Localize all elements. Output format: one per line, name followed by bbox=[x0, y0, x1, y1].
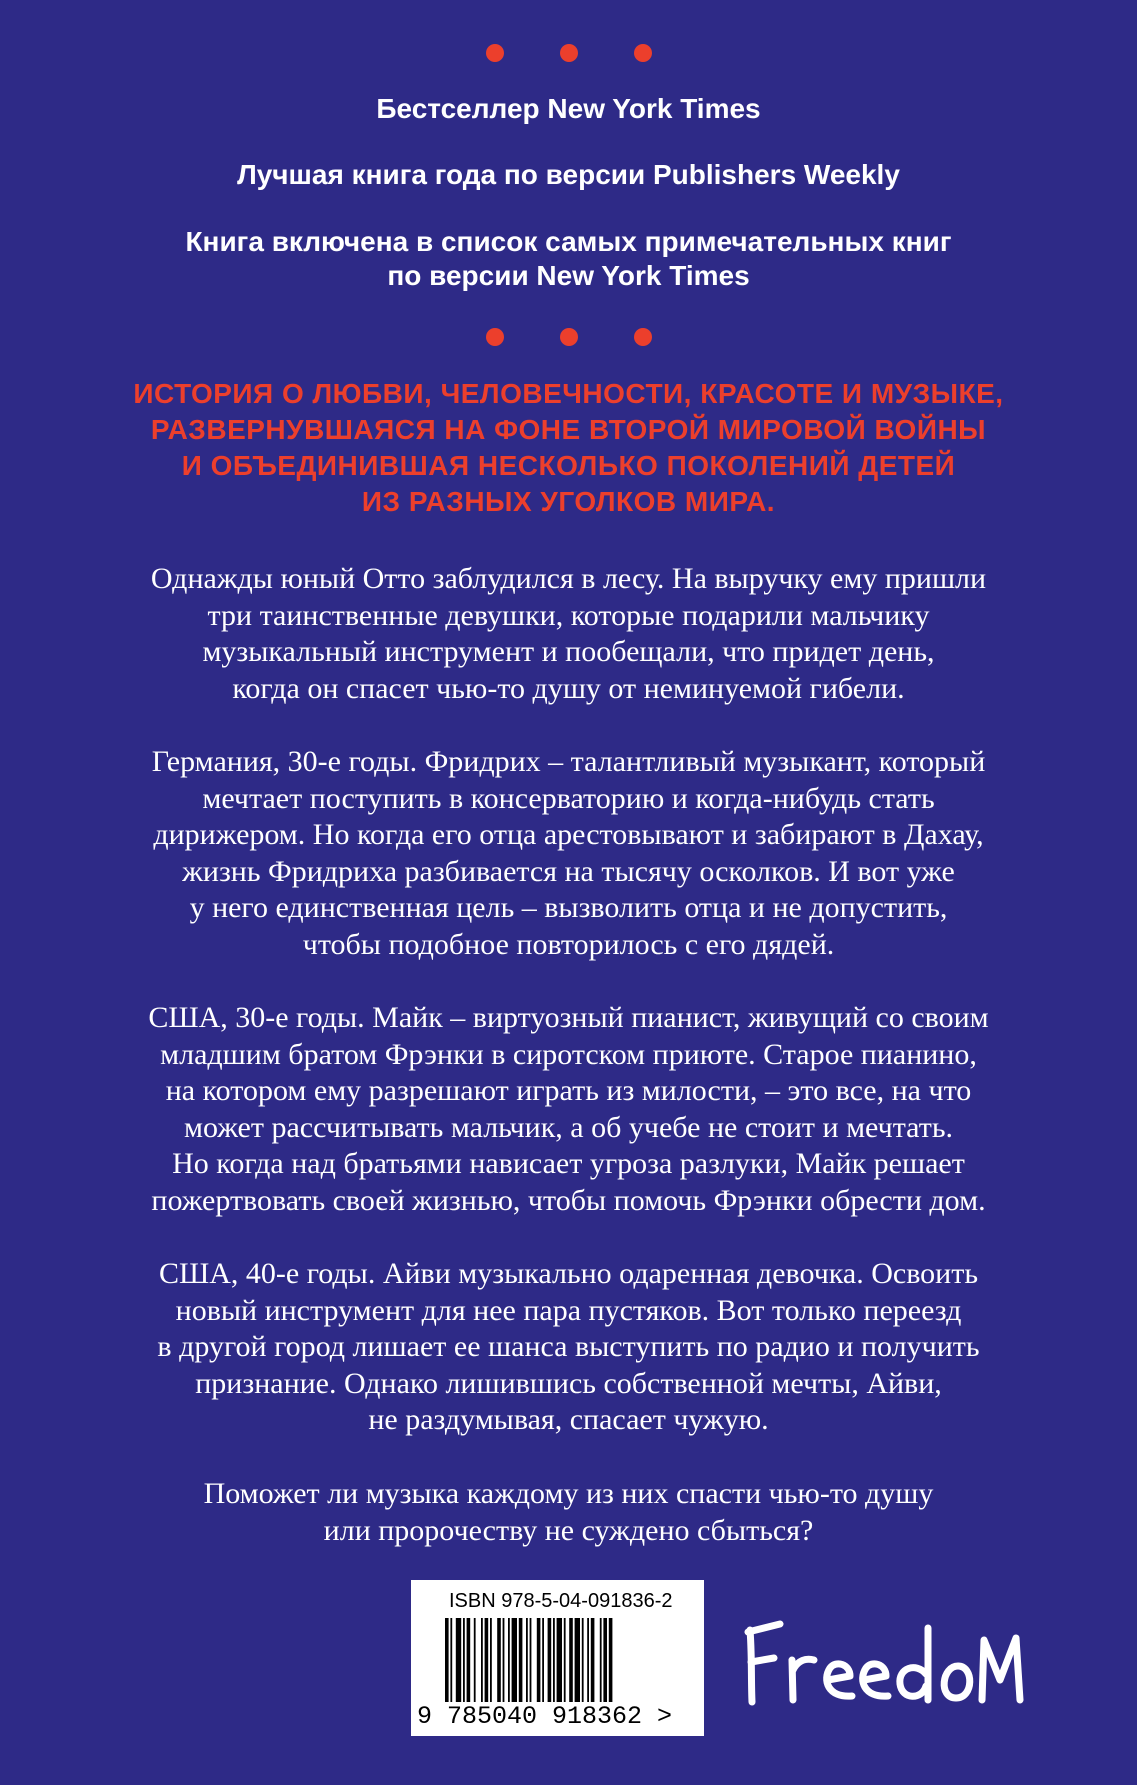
paragraph-line: чтобы подобное повторилось с его дядей. bbox=[302, 927, 835, 961]
isbn-label: ISBN 978-5-04-091836-2 bbox=[449, 1590, 673, 1612]
paragraph-ivy bbox=[0, 1256, 1137, 1439]
paragraph-line: Германия, 30-е годы. Фридрих – талантливый музыкант, который bbox=[151, 745, 986, 778]
paragraph-line: новый инструмент для нее пара пустяков. Вот только переезд bbox=[175, 1293, 962, 1327]
headline-line: ИЗ РАЗНЫХ УГОЛКОВ МИРА. bbox=[361, 486, 776, 517]
dot-icon bbox=[486, 44, 504, 62]
paragraph-otto bbox=[0, 561, 1137, 707]
paragraph-mike bbox=[0, 1000, 1137, 1219]
paragraph-question bbox=[0, 1476, 1137, 1549]
dot-icon bbox=[634, 328, 652, 346]
paragraph-line: может рассчитывать мальчик, а об учебе не стоит и мечтать. bbox=[183, 1110, 954, 1144]
dot-icon bbox=[634, 44, 652, 62]
paragraph-line: у него единственная цель – вызволить отца и не допустить, bbox=[189, 891, 948, 924]
headline-line: ИСТОРИЯ О ЛЮБВИ, ЧЕЛОВЕЧНОСТИ, КРАСОТЕ И МУЗЫКЕ, bbox=[133, 378, 1004, 409]
dot-icon bbox=[560, 44, 578, 62]
top-dots-decoration bbox=[0, 44, 1137, 62]
paragraph-line: младшим братом Фрэнки в сиротском приюте. Старое пианино, bbox=[160, 1037, 977, 1071]
praise-line: Лучшая книга года по версии Publishers Weekly bbox=[237, 159, 900, 190]
paragraph-line: Поможет ли музыка каждому из них спасти чью-то душу bbox=[203, 1477, 934, 1510]
paragraph-line: мечтает поступить в консерваторию и когда-нибудь стать bbox=[202, 781, 935, 815]
isbn-digits: 9 785040 918362 > bbox=[417, 1702, 673, 1731]
praise-line: по версии New York Times bbox=[387, 260, 750, 291]
paragraph-line: США, 40-е годы. Айви музыкально одаренная девочка. Освоить bbox=[158, 1257, 979, 1290]
praise-notable-books bbox=[0, 225, 1137, 293]
headline-line: РАЗВЕРНУВШАЯСЯ НА ФОНЕ ВТОРОЙ МИРОВОЙ ВОЙНЫ bbox=[150, 414, 987, 445]
barcode bbox=[411, 1580, 704, 1736]
paragraph-line: музыкальный инструмент и пообещали, что придет день, bbox=[202, 635, 935, 668]
dot-icon bbox=[486, 328, 504, 346]
paragraph-line: дирижером. Но когда его отца арестовывают и забирают в Дахау, bbox=[153, 818, 984, 851]
middle-dots-decoration bbox=[0, 328, 1137, 346]
praise-line: Бестселлер New York Times bbox=[376, 93, 761, 124]
paragraph-line: США, 30-е годы. Майк – виртуозный пианист, живущий со своим bbox=[148, 1001, 989, 1034]
paragraph-line: когда он спасет чью-то душу от неминуемой гибели. bbox=[232, 671, 905, 705]
barcode-icon bbox=[445, 1618, 673, 1702]
dot-icon bbox=[560, 328, 578, 346]
paragraph-friedrich bbox=[0, 744, 1137, 963]
paragraph-line: жизнь Фридриха разбивается на тысячу осколков. И вот уже bbox=[182, 854, 955, 888]
paragraph-line: не раздумывая, спасает чужую. bbox=[368, 1403, 769, 1436]
freedom-publisher-logo bbox=[740, 1610, 1030, 1720]
paragraph-line: или пророчеству не суждено сбыться? bbox=[323, 1513, 814, 1547]
praise-bestseller bbox=[0, 92, 1137, 126]
paragraph-line: в другой город лишает ее шанса выступить по радио и получить bbox=[157, 1330, 980, 1363]
paragraph-line: Однажды юный Отто заблудился в лесу. На выручку ему пришли bbox=[150, 562, 987, 595]
paragraph-line: пожертвовать своей жизнью, чтобы помочь Фрэнки обрести дом. bbox=[151, 1183, 986, 1217]
headline-line: И ОБЪЕДИНИВШАЯ НЕСКОЛЬКО ПОКОЛЕНИЙ ДЕТЕЙ bbox=[181, 450, 956, 481]
paragraph-line: признание. Однако лишившись собственной мечты, Айви, bbox=[195, 1366, 942, 1400]
paragraph-line: на котором ему разрешают играть из милости, – это все, на что bbox=[165, 1074, 972, 1107]
paragraph-line: Но когда над братьями нависает угроза разлуки, Майк решает bbox=[172, 1147, 965, 1180]
paragraph-line: три таинственные девушки, которые подарили мальчику bbox=[207, 598, 930, 632]
praise-line: Книга включена в список самых примечательных книг bbox=[185, 226, 952, 257]
headline bbox=[0, 376, 1137, 520]
praise-best-book bbox=[0, 158, 1137, 192]
